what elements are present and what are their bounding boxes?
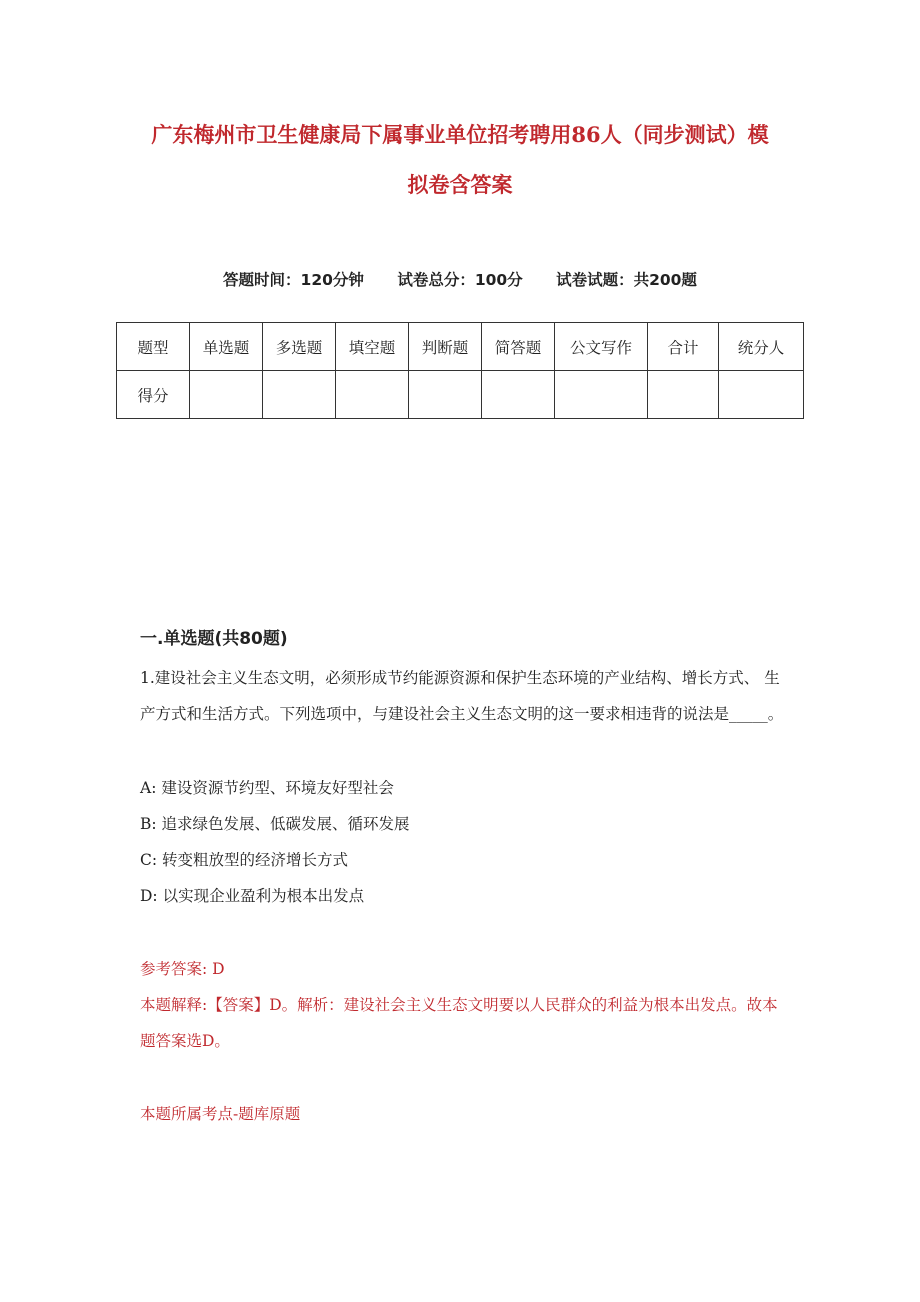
score-header-cell: 统分人: [719, 323, 804, 371]
score-header-cell: 合计: [648, 323, 719, 371]
option-b: B: 追求绿色发展、低碳发展、循环发展: [140, 815, 410, 833]
score-header-cell: 简答题: [482, 323, 555, 371]
score-cell: [190, 371, 263, 419]
score-table-row: [117, 371, 804, 419]
score-cell: [719, 371, 804, 419]
score-cell: [555, 371, 648, 419]
score-row-label: 得分: [117, 371, 190, 419]
answer-explanation: 本题解释:【答案】D。解析：建设社会主义生态文明要以人民群众的利益为根本出发点。故本题答案选D。: [140, 996, 778, 1050]
score-header-cell: 单选题: [190, 323, 263, 371]
score-table-header-row: [117, 323, 804, 371]
exam-total-score: 试卷总分：100分: [397, 271, 523, 289]
score-header-cell: 公文写作: [555, 323, 648, 371]
exam-meta: [0, 268, 920, 290]
question-source: 本题所属考点-题库原题: [140, 1105, 301, 1123]
score-cell: [336, 371, 409, 419]
score-cell: [263, 371, 336, 419]
section-heading: 一.单选题(共80题): [140, 629, 288, 649]
score-header-cell: 填空题: [336, 323, 409, 371]
score-table: [116, 322, 804, 419]
document-title-line2: 拟卷含答案: [407, 172, 513, 197]
exam-total-questions: 试卷试题：共200题: [556, 271, 697, 289]
exam-time: 答题时间：120分钟: [223, 271, 364, 289]
question-stem: 1.建设社会主义生态文明，必须形成节约能源资源和保护生态环境的产业结构、增长方式、 生产方式和生活方式。下列选项中，与建设社会主义生态文明的这一要求相违背的说法是_____。: [140, 669, 784, 723]
option-a: A: 建设资源节约型、环境友好型社会: [140, 779, 394, 797]
score-cell: [482, 371, 555, 419]
score-cell: [409, 371, 482, 419]
score-header-cell: 多选题: [263, 323, 336, 371]
reference-answer: 参考答案: D: [140, 960, 225, 978]
score-header-cell: 判断题: [409, 323, 482, 371]
option-d: D: 以实现企业盈利为根本出发点: [140, 887, 365, 905]
score-cell: [648, 371, 719, 419]
option-c: C: 转变粗放型的经济增长方式: [140, 851, 349, 869]
document-title-line1: 广东梅州市卫生健康局下属事业单位招考聘用86人（同步测试）模: [151, 122, 769, 147]
score-header-cell: 题型: [117, 323, 190, 371]
